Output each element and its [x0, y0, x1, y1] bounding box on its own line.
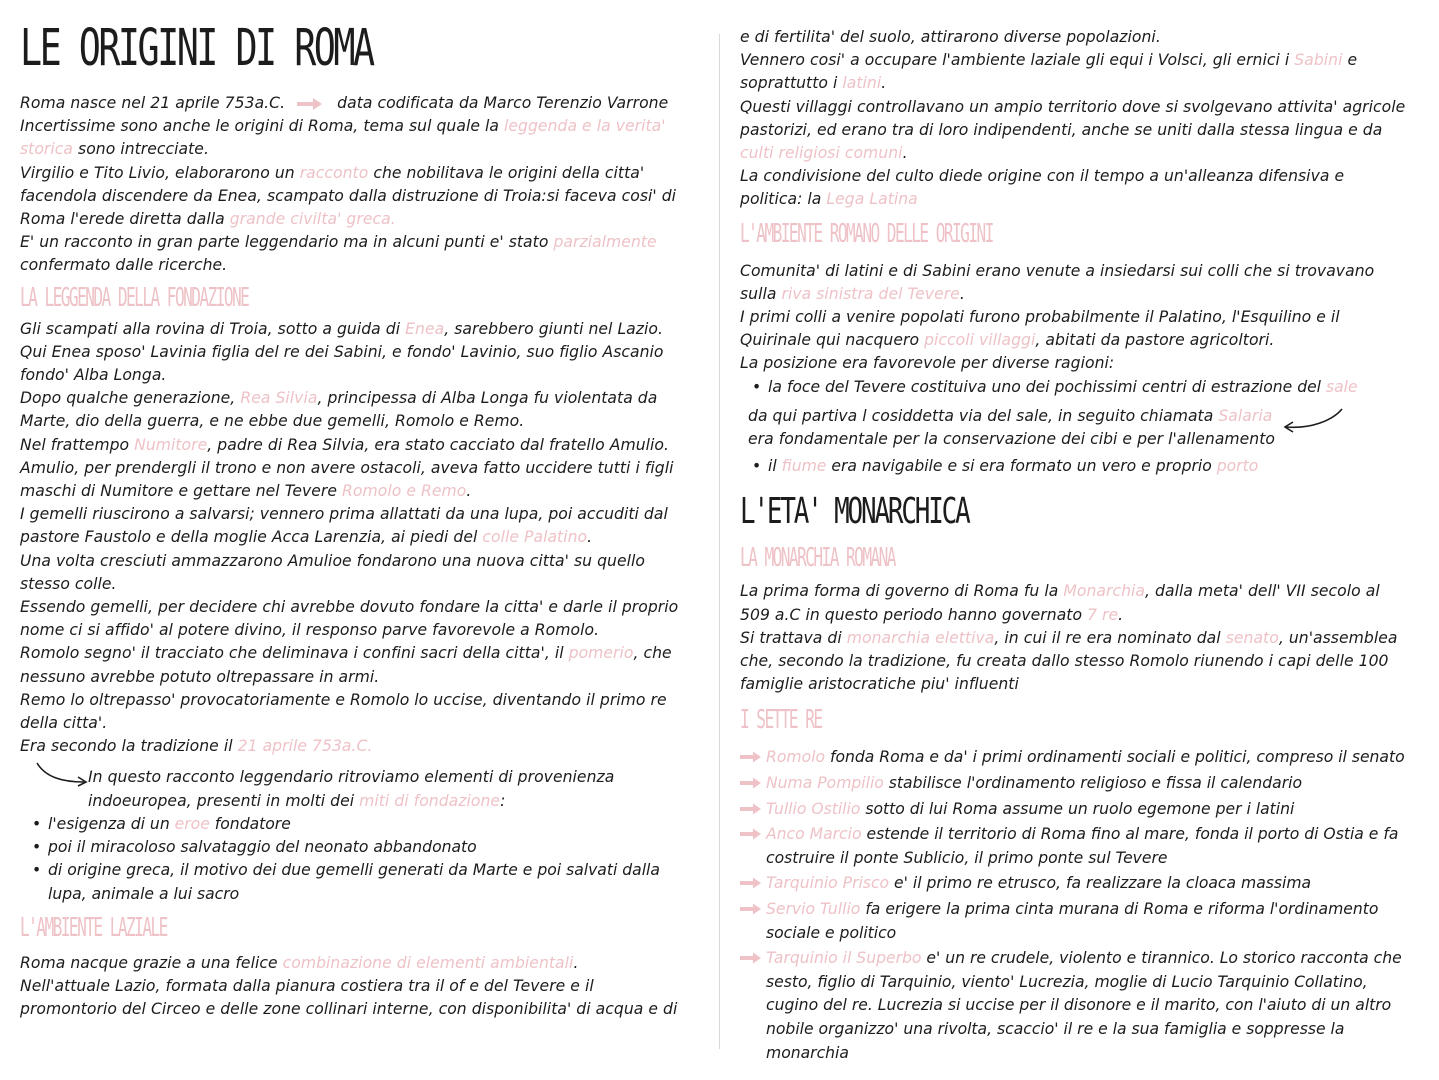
king-text: e' il primo re etrusco, fa realizzare la cloaca massima [894, 874, 1312, 893]
left-column [20, 0, 690, 1021]
list-item: • il fiume era navigabile e si era formato un vero e proprio porto [748, 455, 1410, 478]
list-item: • la foce del Tevere costituiva uno dei pochissimi centri di estrazione del sale [748, 376, 1410, 399]
king-text: fonda Roma e da' i primi ordinamenti sociali e politici, compreso il senato [829, 748, 1405, 767]
curved-arrow-icon [34, 760, 90, 790]
intro-paragraph-3: E' un racconto in gran parte leggendario ma in alcuni punti e' stato parzialmente confermato dalle ricerche. [20, 233, 657, 275]
king-text: sotto di lui Roma assume un ruolo egemone per i latini [865, 799, 1295, 818]
legend-paragraph: Era secondo la tradizione il 21 aprile 753a.C. [20, 737, 373, 756]
legend-paragraph: Romolo segno' il tracciato che deliminava i confini sacri della citta', il pomerio, che nessuno avrebbe potuto oltrepassare in armi. [20, 644, 672, 686]
legend-paragraph: Gli scampati alla rovina di Troia, sotto a guida di Enea, sarebbero giunti nel Lazio. [20, 319, 664, 338]
romano-heading: L'AMBIENTE ROMANO DELLE ORIGINI [740, 218, 993, 249]
list-item [740, 872, 1410, 896]
king-name: Servio Tullio [766, 900, 861, 919]
list-item [740, 772, 1410, 796]
column-divider [719, 34, 720, 1049]
king-name: Tarquinio Prisco [766, 874, 890, 893]
right-arrow-icon [740, 751, 762, 763]
list-item [740, 947, 1410, 1065]
legend-paragraph: Una volta cresciuti ammazzarono Amulioe fondarono una nuova citta' su quello stesso colle. [20, 551, 645, 593]
section-title: L'ETA' MONARCHICA [740, 491, 969, 533]
sette-re-heading: I SETTE RE [740, 705, 822, 736]
page-title: LE ORIGINI DI ROMA [20, 19, 373, 78]
legend-heading: LA LEGGENDA DELLA FONDAZIONE [20, 282, 249, 313]
legend-bullets [20, 813, 690, 906]
legend-paragraph: I gemelli riuscirono a salvarsi; vennero prima allattati da una lupa, poi accuditi dal pastore Faustolo e della moglie Acca Larenzia, ai piedi del colle Palatino. [20, 505, 668, 547]
king-text: fa erigere la prima cinta murana di Roma e riforma l'ordinamento sociale e politico [766, 900, 1379, 942]
right-column [740, 26, 1410, 1067]
king-text: estende il territorio di Roma fino al mare, fonda il porto di Ostia e fa costruire il ponte Sublicio, il primo ponte sul Tevere [766, 825, 1399, 867]
king-text: e' un re crudele, violento e tirannico. Lo storico racconta che sesto, figlio di Tarquinio, viento' Lucrezia, moglie di Lucio Tarquinio Collatino, cugino del re. Lucrezia si uccise per il disonore e il marito, con l'aiuto di un altro nobile organizzo' una rivolta, scaccio' il re e la sua famiglia e soppresse la monarchia [766, 949, 1402, 1062]
king-name: Tarquinio il Superbo [766, 949, 922, 968]
romano-bullets [740, 376, 1410, 399]
legend-section [20, 318, 690, 906]
list-item: • poi il miracoloso salvataggio del neonato abbandonato [28, 836, 690, 859]
monarchia-heading: LA MONARCHIA ROMANA [740, 543, 895, 574]
kings-list [740, 746, 1410, 1065]
right-arrow-icon [740, 803, 762, 815]
list-item [740, 898, 1410, 945]
legend-paragraph: Dopo qualche generazione, Rea Silvia, principessa di Alba Longa fu violentata da Marte, dio della guerra, e ne ebbe due gemelli, Romolo e Remo. [20, 389, 658, 431]
list-item: • di origine greca, il motivo dei due gemelli generati da Marte e poi salvati dalla lupa, animale a lui sacro [28, 859, 690, 905]
intro-paragraph-2: Virgilio e Tito Livio, elaborarono un racconto che nobilitava le origini della citta' facendola discendere da Enea, scampato dalla distruzione di Troia:si faceva cosi' di Roma l'erede diretta dalla grande civilta' greca. [20, 163, 677, 229]
right-arrow-icon [740, 828, 762, 840]
right-arrow-icon [740, 952, 762, 964]
king-text: stabilisce l'ordinamento religioso e fissa il calendario [888, 774, 1303, 793]
curved-arrow-icon [1280, 405, 1346, 435]
king-name: Anco Marcio [766, 825, 862, 844]
legend-paragraph: Essendo gemelli, per decidere chi avrebbe dovuto fondare la citta' e darle il proprio nome ci si affido' al potere divino, il responso parve favorevole a Romolo. [20, 598, 679, 640]
right-arrow-icon [740, 777, 762, 789]
king-name: Tullio Ostilio [766, 799, 861, 818]
list-item [740, 746, 1410, 770]
laziale-section: Roma nacque grazie a una felice combinazione di elementi ambientali. Nell'attuale Lazio, formata dalla pianura costiera tra il of e del Tevere e il promontorio del Circeo e delle zone collinari interne, con disponibilita' di acqua e di [20, 953, 678, 1019]
right-arrow-icon [740, 877, 762, 889]
romano-bullets-2 [740, 455, 1410, 478]
legend-note: In questo racconto leggendario ritroviamo elementi di provenienza indoeuropea, presenti in molti dei miti di fondazione: [20, 766, 690, 812]
romano-section: Comunita' di latini e di Sabini erano venute a insiedarsi sui colli che si trovavano sulla riva sinistra del Tevere. I primi colli a venire popolati furono probabilmente il Palatino, l'Esquilino e il Quirinale qui nacquero piccoli villaggi, abitati da pastore agricoltori. La posizione era favorevole per diverse ragioni: • la foce del Tevere costituiva uno dei pochissimi centri di estrazione del sale da qui partiva l cosiddetta via del sale, in seguito chiamata Salaria era fondamentale per la conservazione dei cibi e per l'allenamento • il fiume era navigabile e si era formato un vero e proprio porto [740, 260, 1410, 479]
right-arrow-icon [297, 97, 323, 111]
legend-paragraph: Nel frattempo Numitore, padre di Rea Silvia, era stato cacciato dal fratello Amulio. Amulio, per prendergli il trono e non avere ostacoli, aveva fatto uccidere tutti i figli maschi di Numitore e gettare nel Tevere Romolo e Remo. [20, 435, 674, 501]
list-item: • l'esigenza di un eroe fondatore [28, 813, 690, 836]
legend-paragraph: Qui Enea sposo' Lavinia figlia del re dei Sabini, e fondo' Lavinio, suo figlio Ascanio fondo' Alba Longa. [20, 342, 664, 385]
king-name: Romolo [766, 748, 825, 767]
list-item [740, 823, 1410, 870]
continuation-section: e di fertilita' del suolo, attirarono diverse popolazioni. Vennero cosi' a occupare l'ambiente laziale gli equi i Volsci, gli ernici i Sabini e soprattutto i latini. Questi villaggi controllavano un ampio territorio dove si svolgevano attivita' agricole pastorizi, ed erano tra di loro indipendenti, anche se uniti dalla stessa lingua e da culti religiosi comuni. La condivisione del culto diede origine con il tempo a un'alleanza difensiva e politica: la Lega Latina [740, 28, 1406, 209]
king-name: Numa Pompilio [766, 774, 884, 793]
monarchia-section: La prima forma di governo di Roma fu la Monarchia, dalla meta' dell' VII secolo al 509 a.C in questo periodo hanno governato 7 re. Si trattava di monarchia elettiva, in cui il re era nominato dal senato, un'assemblea che, secondo la tradizione, fu creata dallo stesso Romolo riunendo i capi delle 100 famiglie aristocratiche piu' influenti [740, 582, 1398, 694]
legend-paragraph: Remo lo oltrepasso' provocatoriamente e Romolo lo uccise, diventando il primo re della citta'. [20, 690, 667, 733]
date-line: Roma nasce nel 21 aprile 753a.C. data codificata da Marco Terenzio Varrone [20, 94, 669, 112]
laziale-heading: L'AMBIENTE LAZIALE [20, 912, 167, 943]
intro-paragraph-1: Incertissime sono anche le origini di Roma, tema sul quale la leggenda e la verita' storica sono intrecciate. [20, 117, 666, 159]
salaria-note: da qui partiva l cosiddetta via del sale, in seguito chiamata Salaria era fondamentale per la conservazione dei cibi e per l'allenamento [740, 405, 1308, 451]
list-item [740, 798, 1410, 822]
right-arrow-icon [740, 903, 762, 915]
intro-section [20, 92, 690, 278]
